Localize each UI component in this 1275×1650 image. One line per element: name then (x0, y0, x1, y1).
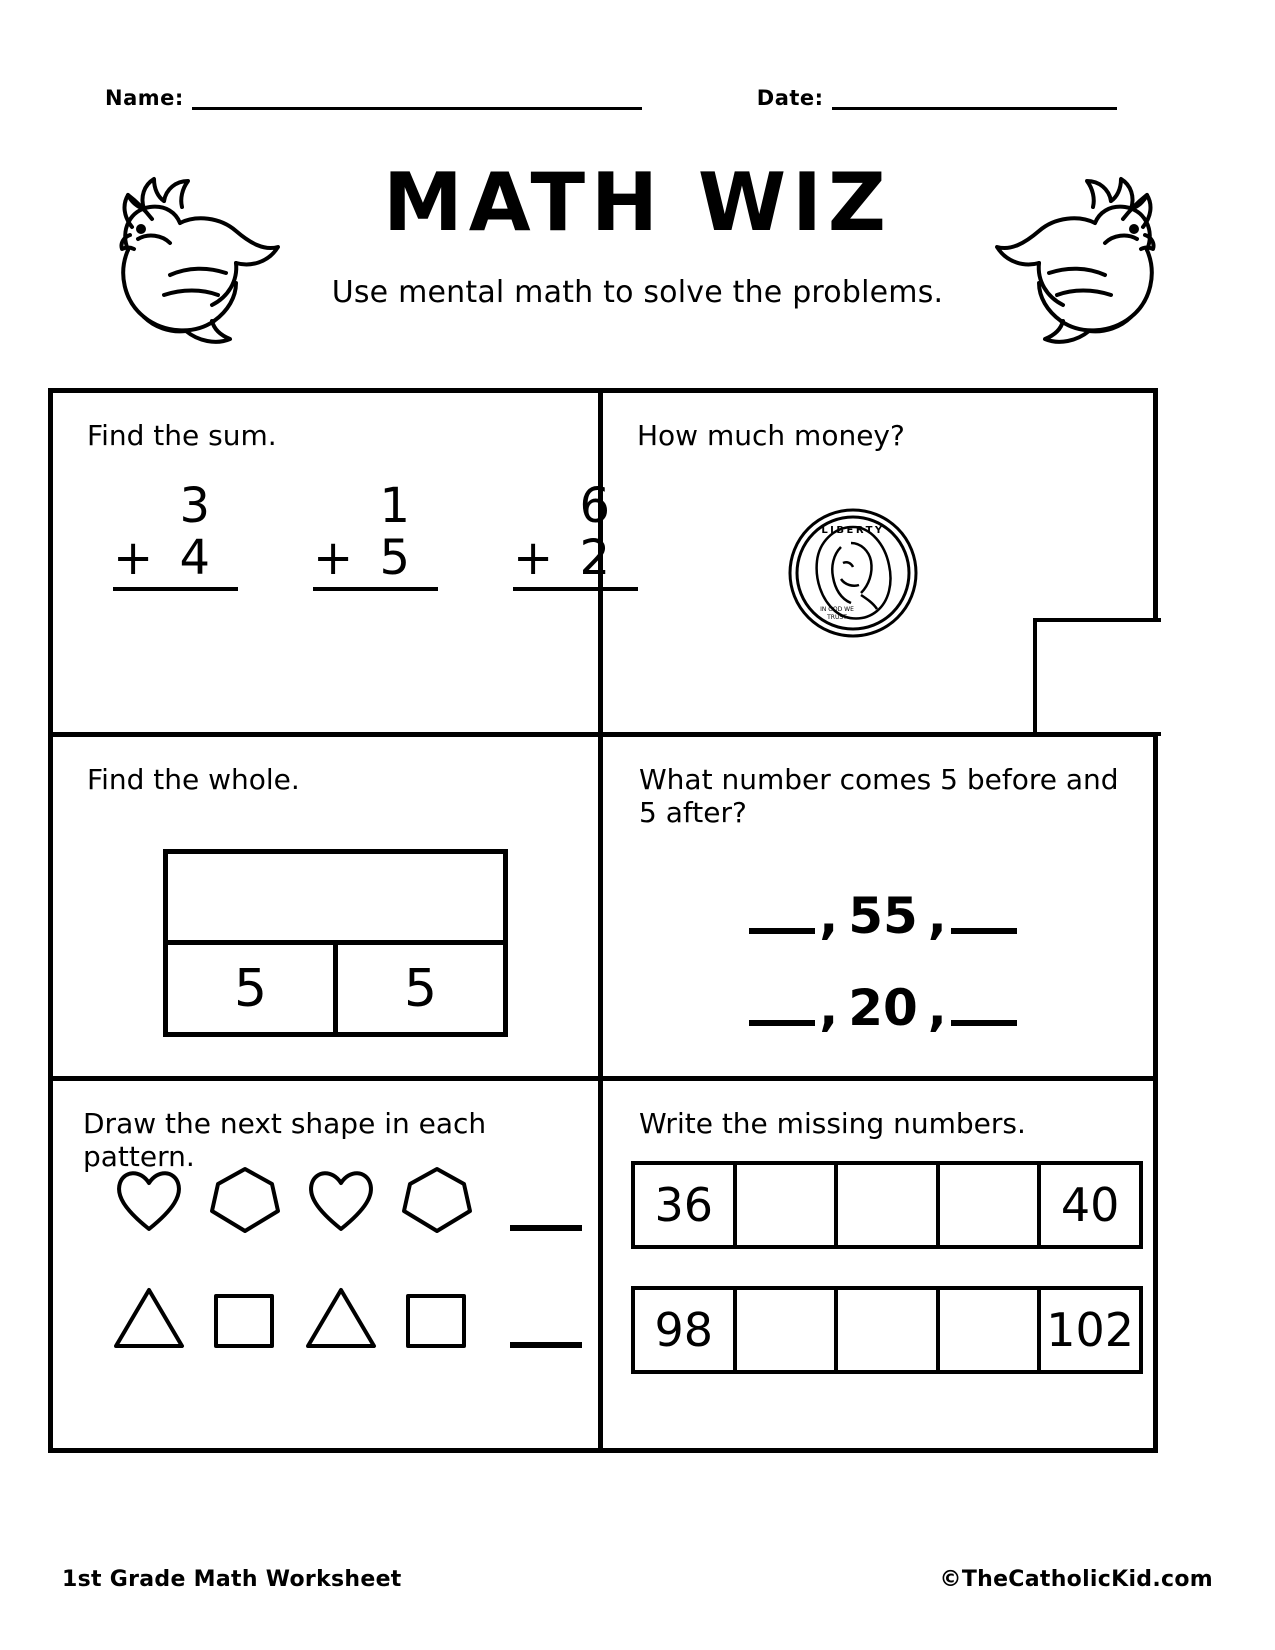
number-sequence-row (631, 1161, 1143, 1249)
square-icon (204, 1276, 286, 1358)
number-cell: 36 (635, 1165, 737, 1245)
heart-icon (300, 1159, 382, 1241)
money-answer-box[interactable] (1033, 618, 1161, 736)
after-blank[interactable] (951, 898, 1017, 934)
before-blank[interactable] (749, 990, 815, 1026)
after-blank[interactable] (951, 990, 1017, 1026)
addend-bottom: 4 (179, 529, 210, 586)
pattern-row (108, 1276, 582, 1358)
pattern-answer-blank[interactable] (510, 1286, 582, 1348)
name-write-line[interactable] (192, 87, 642, 110)
comma: , (819, 979, 839, 1037)
number-cell: 102 (1046, 1303, 1135, 1357)
pattern-row (108, 1159, 582, 1241)
date-label: Date: (756, 86, 824, 110)
date-write-line[interactable] (832, 87, 1117, 110)
quarter-coin-icon (783, 503, 923, 643)
name-date-row (105, 76, 1170, 110)
svg-text:TRUST: TRUST (827, 614, 847, 621)
heptagon-icon (396, 1159, 478, 1241)
question-prompt: Draw the next shape in each pattern. (83, 1107, 487, 1174)
name-label: Name: (105, 86, 184, 110)
dove-with-olive-branch-icon (982, 155, 1197, 365)
number-cell: 98 (635, 1290, 737, 1370)
question-how-much-money (603, 393, 1153, 737)
question-prompt: What number comes 5 before and 5 after? (639, 763, 1119, 830)
page-subtitle: Use mental math to solve the problems. (331, 275, 944, 310)
operator: + (313, 529, 354, 586)
svg-text:IN GOD WE: IN GOD WE (820, 606, 854, 613)
operator: + (113, 529, 154, 586)
heart-icon (108, 1159, 190, 1241)
footer-site-credit: ©TheCatholicKid.com (939, 1567, 1213, 1592)
comma: , (927, 887, 947, 945)
addend-top: 6 (579, 478, 610, 534)
sum-problem[interactable] (113, 478, 238, 591)
number-cell-blank[interactable] (940, 1165, 1042, 1245)
title-block (0, 145, 1275, 360)
page-title: MATH WIZ (383, 156, 892, 249)
number-cell-blank[interactable] (737, 1290, 839, 1370)
comma: , (819, 887, 839, 945)
question-prompt: Find the whole. (87, 763, 300, 796)
bar-model-part-left: 5 (168, 945, 338, 1032)
operator: + (513, 529, 554, 586)
sum-problem[interactable] (313, 478, 438, 591)
question-draw-next-shape (53, 1081, 603, 1448)
addend-top: 1 (379, 478, 410, 534)
question-find-the-sum (53, 393, 610, 737)
bar-model-part-right: 5 (403, 958, 438, 1019)
given-number: 20 (848, 979, 918, 1037)
number-sequence-row (631, 1286, 1143, 1374)
before-after-row[interactable] (673, 887, 1093, 945)
addend-bottom: 5 (379, 529, 410, 586)
question-before-and-after (603, 737, 1153, 1081)
comma: , (927, 979, 947, 1037)
addend-top: 3 (179, 478, 210, 534)
problem-grid (48, 388, 1158, 1453)
question-prompt: Write the missing numbers. (639, 1107, 1026, 1140)
number-cell: 40 (1060, 1178, 1120, 1232)
footer (62, 1567, 1213, 1592)
number-cell-blank[interactable] (940, 1290, 1042, 1370)
triangle-icon (108, 1276, 190, 1358)
addend-bottom: 2 (579, 529, 610, 586)
number-cell-blank[interactable] (737, 1165, 839, 1245)
triangle-icon (300, 1276, 382, 1358)
number-cell-blank[interactable] (838, 1290, 940, 1370)
bar-model-whole[interactable] (168, 854, 503, 945)
pattern-answer-blank[interactable] (510, 1169, 582, 1231)
question-prompt: Find the sum. (87, 419, 277, 452)
bar-model (163, 849, 508, 1037)
sum-problems (113, 478, 638, 591)
given-number: 55 (848, 887, 918, 945)
footer-worksheet-label: 1st Grade Math Worksheet (62, 1567, 402, 1592)
svg-text:LIBERTY: LIBERTY (821, 525, 885, 536)
before-after-row[interactable] (673, 979, 1093, 1037)
heptagon-icon (204, 1159, 286, 1241)
before-blank[interactable] (749, 898, 815, 934)
question-missing-numbers (603, 1081, 1153, 1448)
question-prompt: How much money? (637, 419, 905, 452)
square-icon (396, 1276, 478, 1358)
question-find-the-whole (53, 737, 603, 1081)
number-cell-blank[interactable] (838, 1165, 940, 1245)
